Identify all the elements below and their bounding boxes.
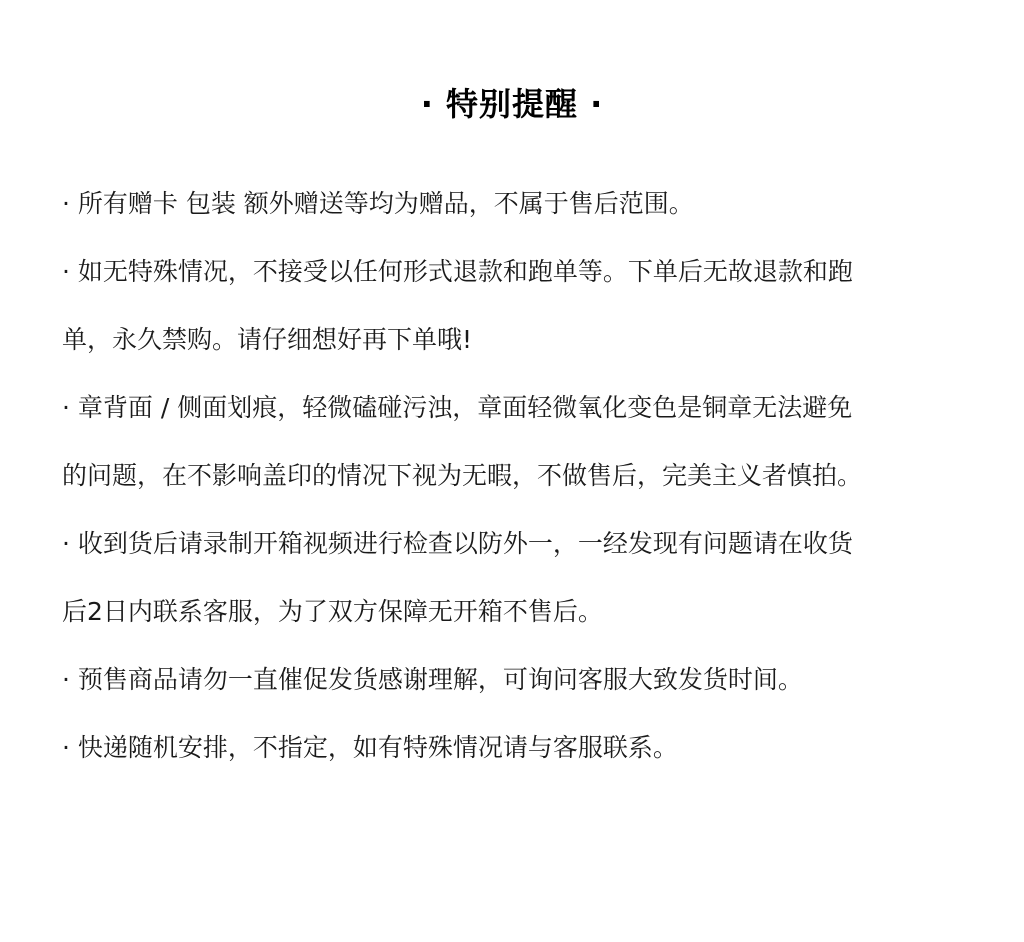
notice-line-gifts: · 所有赠卡 包装 额外赠送等均为赠品，不属于售后范围。 xyxy=(62,189,694,218)
notice-body xyxy=(62,180,972,792)
notice-line-stamp-wear: · 章背面 / 侧面划痕，轻微磕碰污浊，章面轻微氧化变色是铜章无法避免 xyxy=(62,393,853,422)
notice-line-refund-policy-cont: 单，永久禁购。请仔细想好再下单哦! xyxy=(62,325,473,354)
notice-line-refund-policy: · 如无特殊情况，不接受以任何形式退款和跑单等。下单后无故退款和跑 xyxy=(62,257,853,286)
notice-title: · 特别提醒 · xyxy=(420,85,604,123)
notice-line-presale: · 预售商品请勿一直催促发货感谢理解，可询问客服大致发货时间。 xyxy=(62,665,803,694)
notice-line-stamp-wear-cont: 的问题，在不影响盖印的情况下视为无暇，不做售后，完美主义者慎拍。 xyxy=(62,461,863,490)
notice-line-unboxing-video-cont: 后2日内联系客服，为了双方保障无开箱不售后。 xyxy=(62,597,603,626)
notice-line-unboxing-video: · 收到货后请录制开箱视频进行检查以防外一，一经发现有问题请在收货 xyxy=(62,529,853,558)
notice-line-courier: · 快递随机安排，不指定，如有特殊情况请与客服联系。 xyxy=(62,733,678,762)
